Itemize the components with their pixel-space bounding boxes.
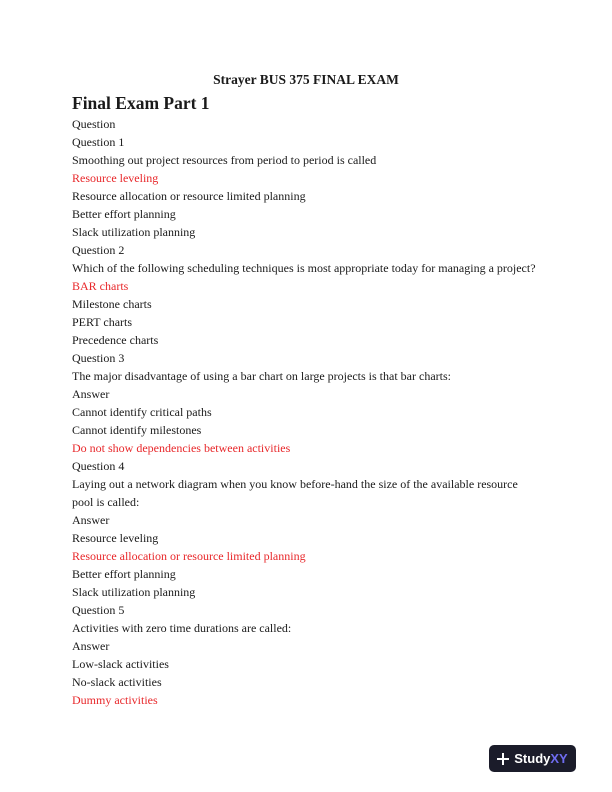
text-line: Question 4 — [72, 459, 125, 473]
text-line: Question 2 — [72, 243, 125, 257]
text-line: Answer — [72, 387, 110, 401]
text-line: Milestone charts — [72, 297, 152, 311]
text-line: pool is called: — [72, 495, 140, 509]
text-line: Question — [72, 117, 116, 131]
document-title: Strayer BUS 375 FINAL EXAM — [213, 72, 399, 87]
text-line: PERT charts — [72, 315, 133, 329]
text-line: Better effort planning — [72, 207, 176, 221]
correct-answer-line: Do not show dependencies between activities — [72, 441, 291, 455]
text-line: Question 1 — [72, 135, 125, 149]
question-list — [72, 115, 542, 709]
text-line: Laying out a network diagram when you know before-hand the size of the available resource — [72, 477, 518, 491]
brand-name-part1: Study — [514, 751, 551, 766]
text-line: Cannot identify critical paths — [72, 405, 212, 419]
text-line: Answer — [72, 639, 110, 653]
text-line: Cannot identify milestones — [72, 423, 202, 437]
text-line: Question 3 — [72, 351, 125, 365]
text-line: Resource leveling — [72, 531, 159, 545]
text-line: Resource allocation or resource limited planning — [72, 189, 306, 203]
section-heading: Final Exam Part 1 — [72, 93, 210, 113]
text-line: Activities with zero time durations are called: — [72, 621, 292, 635]
correct-answer-line: BAR charts — [72, 279, 129, 293]
correct-answer-line: Resource leveling — [72, 171, 159, 185]
text-line: Which of the following scheduling techniques is most appropriate today for managing a project? — [72, 261, 536, 275]
correct-answer-line: Resource allocation or resource limited planning — [72, 549, 306, 563]
text-line: Slack utilization planning — [72, 225, 196, 239]
text-line: No-slack activities — [72, 675, 162, 689]
studyxy-badge[interactable] — [489, 745, 576, 772]
text-line: Slack utilization planning — [72, 585, 196, 599]
correct-answer-line: Dummy activities — [72, 693, 158, 707]
text-line: Answer — [72, 513, 110, 527]
plus-icon — [497, 753, 509, 765]
text-line: Better effort planning — [72, 567, 176, 581]
text-line: The major disadvantage of using a bar chart on large projects is that bar charts: — [72, 369, 451, 383]
brand-name-part2: XY — [550, 751, 568, 766]
text-line: Smoothing out project resources from period to period is called — [72, 153, 377, 167]
text-line: Question 5 — [72, 603, 125, 617]
text-line: Precedence charts — [72, 333, 159, 347]
text-line: Low-slack activities — [72, 657, 169, 671]
